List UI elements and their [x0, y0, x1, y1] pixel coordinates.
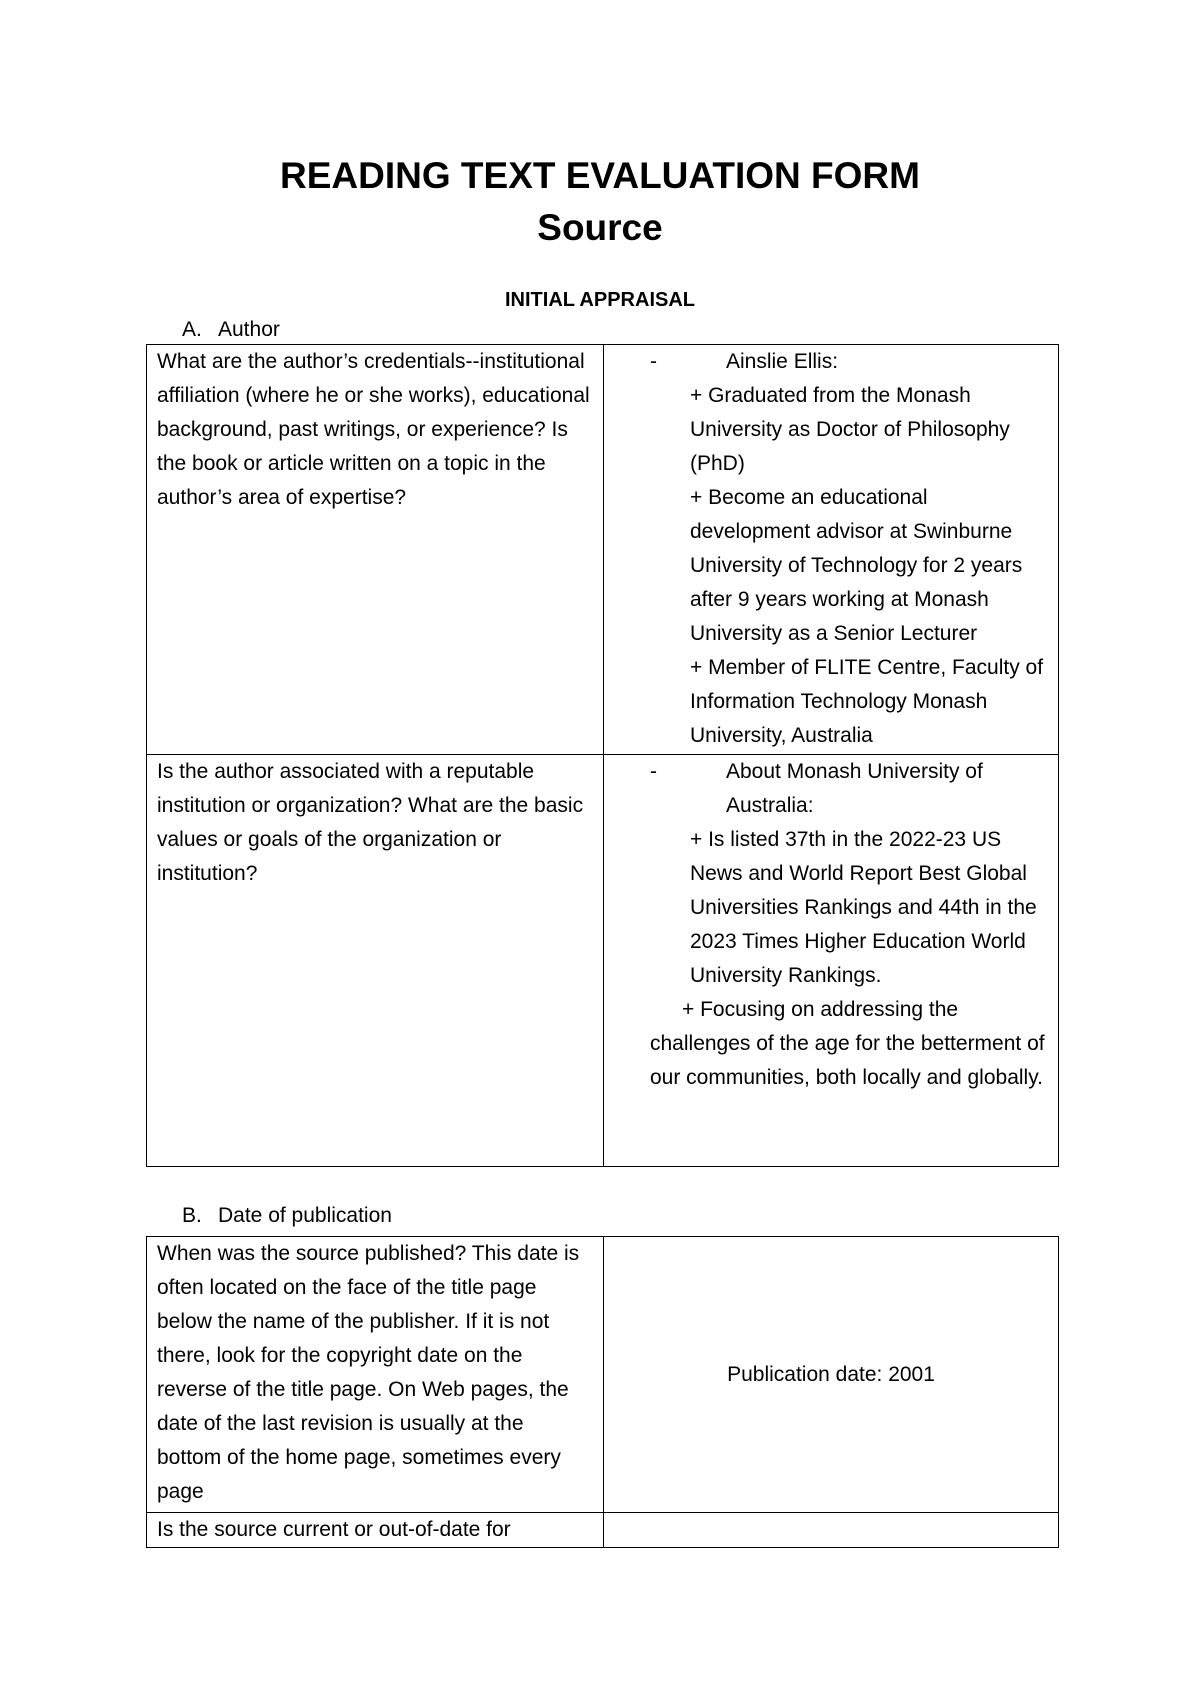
- answer-bullet-row: [614, 755, 1048, 823]
- author-name: Ainslie Ellis:: [726, 350, 839, 373]
- institution-item: + Is listed 37th in the 2022-23 US News and World Report Best Global Universities Rankings and 44th in the 2023 Times Higher Education World University Rankings.: [690, 828, 1037, 987]
- author-table: [146, 344, 1059, 1167]
- author-question-credentials: [147, 345, 604, 755]
- answer-bullet-row: [614, 345, 1048, 379]
- section-a-letter: A.: [182, 318, 202, 341]
- question-text: When was the source published? This date is often located on the face of the title page below the name of the publisher. If it is not there, look for the copyright date on the reverse of the title page. On Web pages, the date of the last revision is usually at the bottom of the home page, sometimes every page: [157, 1242, 580, 1503]
- institution-item: [614, 993, 1048, 1095]
- dash-bullet: -: [650, 760, 657, 783]
- publication-answer-date: [604, 1237, 1059, 1513]
- form-subtitle: Source: [537, 207, 663, 248]
- question-text: Is the source current or out-of-date for: [157, 1518, 511, 1541]
- publication-question-date: [147, 1237, 604, 1513]
- appraisal-heading: INITIAL APPRAISAL: [504, 289, 695, 311]
- publication-date: Publication date: 2001: [727, 1362, 935, 1386]
- publication-question-currency: [147, 1513, 604, 1548]
- section-b-letter: B.: [182, 1204, 202, 1227]
- institution-item-rest: challenges of the age for the betterment of our communities, both locally and globally.: [650, 1032, 1045, 1089]
- question-text: What are the author’s credentials--institutional affiliation (where he or she works), educational background, past writings, or experience? Is the book or article written on a topic in the author’s area of expertise?: [157, 350, 590, 509]
- section-a-heading: [182, 316, 280, 344]
- credential-item: + Become an educational development advisor at Swinburne University of Technology for 2 years after 9 years working at Monash University as a Senior Lecturer: [690, 486, 1023, 645]
- credential-item: + Graduated from the Monash University as Doctor of Philosophy (PhD): [690, 384, 1010, 475]
- dash-bullet: -: [650, 350, 657, 373]
- author-row-institution: [147, 755, 1059, 1167]
- question-text: Is the author associated with a reputable institution or organization? What are the basic values or goals of the organization or institution?: [157, 760, 584, 885]
- institution-heading: About Monash University of Australia:: [726, 760, 983, 817]
- credential-item: + Member of FLITE Centre, Faculty of Information Technology Monash University, Australia: [690, 656, 1044, 747]
- author-question-institution: [147, 755, 604, 1167]
- publication-table: [146, 1236, 1059, 1548]
- author-answer-credentials: [604, 345, 1059, 755]
- author-answer-institution: [604, 755, 1059, 1167]
- section-a-label: Author: [218, 318, 280, 341]
- institution-item-first: + Focusing on addressing the: [682, 998, 959, 1021]
- publication-row-date: [147, 1237, 1059, 1513]
- section-b-label: Date of publication: [218, 1204, 392, 1227]
- author-row-credentials: [147, 345, 1059, 755]
- publication-answer-currency: [604, 1513, 1059, 1548]
- form-title: READING TEXT EVALUATION FORM: [280, 155, 920, 196]
- publication-row-currency: [147, 1513, 1059, 1548]
- section-b-heading: [182, 1202, 392, 1230]
